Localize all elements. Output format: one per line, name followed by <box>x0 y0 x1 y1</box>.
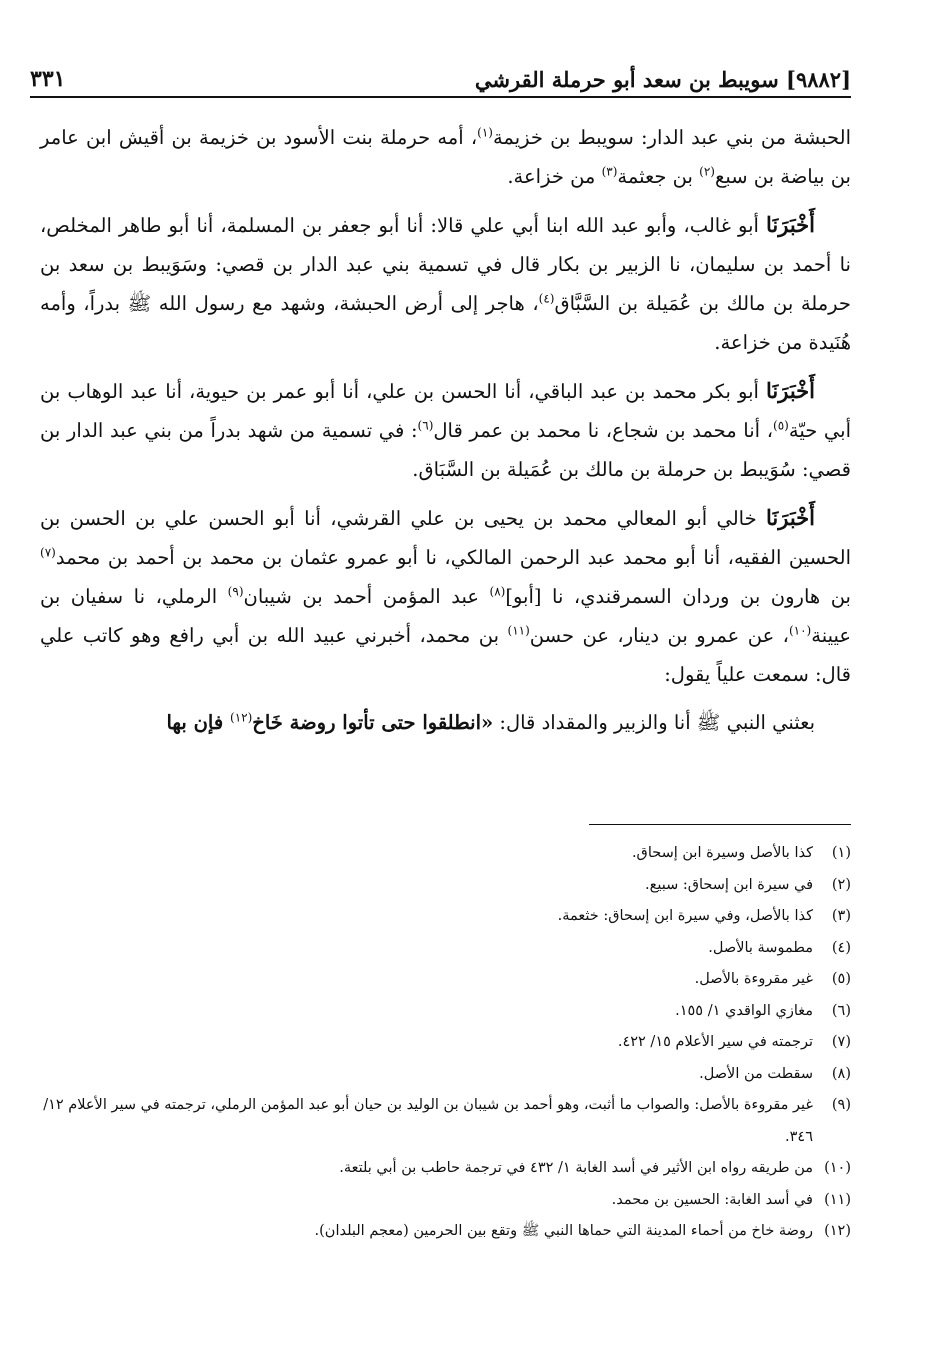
footnote-ref: (٩) <box>227 584 244 599</box>
footnote <box>40 964 851 996</box>
text-run: ، أنا محمد بن شجاع، نا محمد بن عمر قال <box>433 419 774 442</box>
text-run: بن محمد، أخبرني عبيد الله بن أبي رافع وهو كاتب علي قال: سمعت علياً يقول: <box>40 624 851 686</box>
footnote <box>40 870 851 902</box>
running-title: [٩٨٨٢] سويبط بن سعد أبو حرملة القرشي <box>474 67 851 92</box>
footnote-separator <box>589 824 851 825</box>
footnote-ref: (٢) <box>699 164 715 179</box>
footnote-number: (١٠) <box>824 1160 851 1176</box>
footnote <box>40 838 851 870</box>
hadith-quote: فإن بها <box>166 711 230 734</box>
page-header <box>30 60 851 98</box>
footnote-text: سقطت من الأصل. <box>699 1065 813 1082</box>
footnote-number: (٧) <box>831 1034 851 1050</box>
text-run: بن جعثمة <box>617 165 700 188</box>
text-run: ، أمه حرملة بنت الأسود بن خزيمة بن أقيش ابن عامر بن بياضة بن سبع <box>40 126 851 188</box>
footnote-number: (١٢) <box>824 1223 851 1239</box>
footnote-ref: (١٠) <box>788 623 812 638</box>
text-run: ، هاجر إلى أرض الحبشة، وشهد مع رسول الله ﷺ بدراً، وأمه هُنَيدة من خزاعة. <box>40 292 851 354</box>
footnote-number: (٨) <box>831 1065 851 1082</box>
footnote-text: كذا بالأصل، وفي سيرة ابن إسحاق: خثعمة. <box>557 908 813 924</box>
text-run: الرملي، نا سفيان بن عيينة <box>40 585 851 647</box>
footnote-ref: (١٢) <box>230 710 253 725</box>
footnote <box>40 933 851 965</box>
footnote-text: في سيرة ابن إسحاق: سبيع. <box>645 876 813 893</box>
main-text <box>40 118 851 751</box>
footnote-text: غير مقروءة بالأصل. <box>694 971 813 987</box>
footnote-text: مغازي الواقدي ١/ ١٥٥. <box>675 1002 813 1019</box>
page-number: ٣٣١ <box>30 66 66 92</box>
text-run: عبد المؤمن أحمد بن شيبان <box>243 585 490 608</box>
footnote <box>40 1153 851 1185</box>
footnote-ref: (١) <box>477 125 493 140</box>
isnad-keyword: أَخْبَرَنَا <box>766 505 815 530</box>
footnote <box>40 996 851 1028</box>
footnote-text: غير مقروءة بالأصل: والصواب ما أثبت، وهو أحمد بن شيبان بن الوليد بن حيان أبو عبد المؤمن الرملي، ترجمته في سير الأعلام ١٢/ ٣٤٦. <box>43 1097 813 1145</box>
paragraph <box>40 371 851 489</box>
text-run: بن هارون بن وردان السمرقندي، نا [أبو] <box>505 585 851 608</box>
paragraph <box>40 205 851 362</box>
footnote <box>40 1027 851 1059</box>
footnote-number: (١) <box>831 845 851 861</box>
footnote <box>40 1090 851 1153</box>
text-run: الحبشة من بني عبد الدار: سويبط بن خزيمة <box>492 126 851 149</box>
text-run: : في تسمية من شهد بدراً من بني عبد الدار بن قصي: سُوَيبط بن حرملة بن مالك بن عُمَيلة بن السَّبَاق. <box>40 419 851 481</box>
footnote-number: (٦) <box>831 1002 851 1019</box>
footnote <box>40 901 851 933</box>
footnote-text: كذا بالأصل وسيرة ابن إسحاق. <box>631 845 813 861</box>
footnote-text: مطموسة بالأصل. <box>708 939 813 956</box>
footnote-ref: (٨) <box>489 584 506 599</box>
hadith-quote: «انطلقوا حتى تأتوا روضة خَاخ <box>252 711 494 734</box>
footnote-text: ترجمته في سير الأعلام ١٥/ ٤٢٢. <box>617 1034 813 1050</box>
footnote-ref: (٧) <box>40 545 56 560</box>
text-run: أبو بكر محمد بن عبد الباقي، أنا الحسن بن علي، أنا أبو عمر بن حيوية، أنا عبد الوهاب بن أبي حيّة <box>40 380 851 442</box>
footnote-number: (٤) <box>831 939 851 956</box>
footnote-ref: (٤) <box>538 291 555 306</box>
footnote-text: في أسد الغابة: الحسين بن محمد. <box>611 1191 813 1208</box>
text-run: خالي أبو المعالي محمد بن يحيى بن علي القرشي، أنا أبو الحسن علي بن الحسن بن الحسين الفقيه، أنا أبو محمد عبد الرحمن المالكي، نا أبو عمرو عثمان بن محمد بن أحمد بن محمد <box>40 507 851 569</box>
paragraph <box>40 703 851 742</box>
isnad-keyword: أَخْبَرَنَا <box>766 378 815 403</box>
footnote-number: (٣) <box>831 908 851 924</box>
text-run: ، عن عمرو بن دينار، عن حسن <box>529 624 789 647</box>
footnote <box>40 1185 851 1217</box>
footnote-ref: (٣) <box>601 164 618 179</box>
paragraph <box>40 498 851 694</box>
text-run: بعثني النبي ﷺ أنا والزبير والمقداد قال: <box>493 711 815 734</box>
footnote <box>40 1216 851 1248</box>
paragraph <box>40 118 851 196</box>
footnote-number: (١١) <box>824 1191 851 1208</box>
footnote-number: (٥) <box>831 971 851 987</box>
footnote-ref: (٦) <box>417 418 434 433</box>
footnote-number: (٩) <box>831 1097 851 1113</box>
footnote-ref: (١١) <box>507 623 530 638</box>
text-run: أبو غالب، وأبو عبد الله ابنا أبي علي قالا: أنا أبو جعفر بن المسلمة، أنا أبو طاهر المخلص، نا أحمد بن سليمان، نا الزبير بن بكار قال في تسمية بني عبد الدار بن قصي: وسَوَيبط بن سعد بن حرملة بن مالك بن عُمَيلة بن السَّبَّاق <box>40 214 851 315</box>
footnote-text: من طريقه رواه ابن الأثير في أسد الغابة ١/ ٤٣٢ في ترجمة حاطب بن أبي بلتعة. <box>339 1160 813 1176</box>
footnote-number: (٢) <box>831 876 851 893</box>
footnotes <box>40 838 851 1248</box>
text-run: من خزاعة. <box>507 165 602 188</box>
footnote <box>40 1059 851 1091</box>
footnote-ref: (٥) <box>773 418 789 433</box>
isnad-keyword: أَخْبَرَنَا <box>766 212 815 237</box>
footnote-text: روضة خاخ من أحماء المدينة التي حماها النبي ﷺ وتقع بين الحرمين (معجم البلدان). <box>314 1223 813 1239</box>
